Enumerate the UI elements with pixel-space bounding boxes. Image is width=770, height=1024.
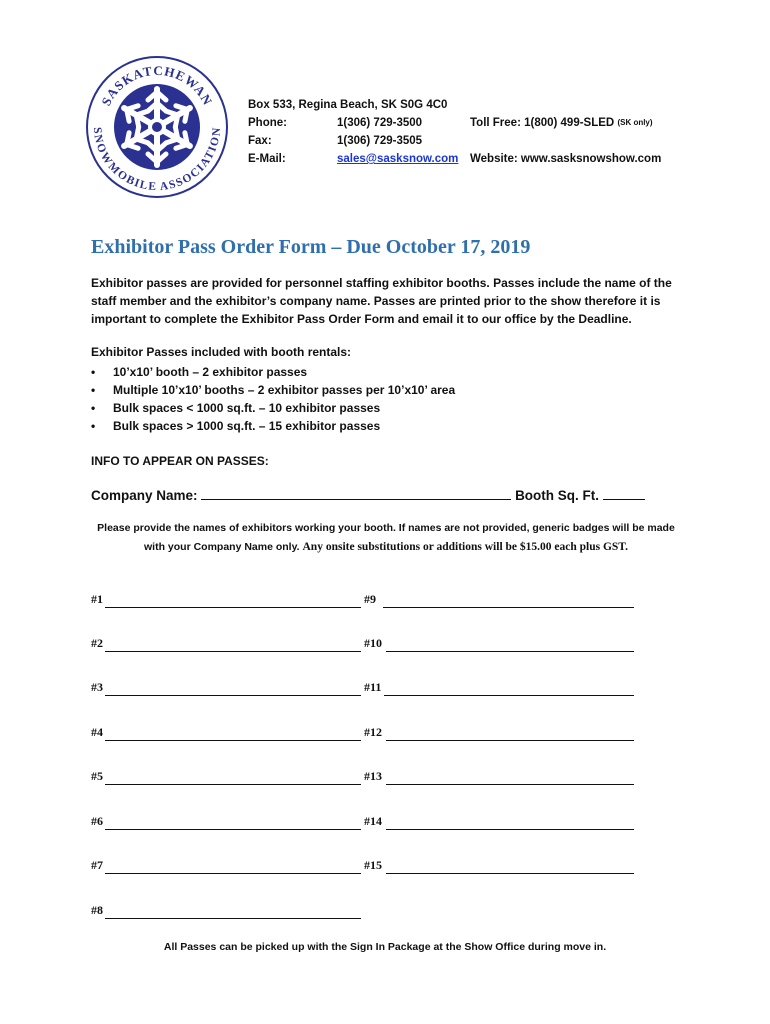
association-logo xyxy=(85,55,229,199)
fax-value: 1(306) 729-3505 xyxy=(337,135,423,147)
company-label: Company Name: xyxy=(91,488,198,503)
pass-field-1[interactable]: #1 xyxy=(91,592,361,608)
info-heading: INFO TO APPEAR ON PASSES: xyxy=(91,454,269,468)
booth-label: Booth Sq. Ft. xyxy=(515,488,600,503)
pass-field-15[interactable]: #15 xyxy=(364,858,634,874)
pass-field-9[interactable]: #9 xyxy=(364,592,634,608)
intro-paragraph: Exhibitor passes are provided for personnel staffing exhibitor booths. Passes include the name of the staff member and the exhibitor’s company name. Passes are printed prior to the show therefore it is important to complete the Exhibitor Pass Order Form and email it to our office by the Deadline. xyxy=(91,276,672,326)
pass-field-6[interactable]: #6 xyxy=(91,814,361,830)
svg-text:SNOWMOBILE ASSOCIATION: SNOWMOBILE ASSOCIATION xyxy=(90,126,224,194)
svg-text:SASKATCHEWAN: SASKATCHEWAN xyxy=(98,62,216,109)
list-item: • 10’x10’ booth – 2 exhibitor passes xyxy=(91,365,308,379)
pass-field-5[interactable]: #5 xyxy=(91,769,361,785)
instructions-note xyxy=(91,519,681,557)
included-heading: Exhibitor Passes included with booth rentals: xyxy=(91,345,352,359)
footer-note: All Passes can be picked up with the Sign In Package at the Show Office during move in. xyxy=(163,941,607,953)
note-part2: Any onsite substitutions or additions will be $15.00 each plus GST. xyxy=(302,541,628,553)
pass-field-13[interactable]: #13 xyxy=(364,769,634,785)
tollfree: Toll Free: 1(800) 499-SLED xyxy=(470,117,615,129)
website: Website: www.sasksnowshow.com xyxy=(470,153,662,165)
pass-field-4[interactable]: #4 xyxy=(91,725,361,741)
booth-sqft-field[interactable] xyxy=(603,487,645,500)
company-name-field[interactable] xyxy=(201,487,511,500)
address: Box 533, Regina Beach, SK S0G 4C0 xyxy=(248,99,448,111)
list-item: • Bulk spaces > 1000 sq.ft. – 15 exhibitor passes xyxy=(91,419,381,433)
pass-field-7[interactable]: #7 xyxy=(91,858,361,874)
pass-field-12[interactable]: #12 xyxy=(364,725,634,741)
page-title: Exhibitor Pass Order Form – Due October 17, 2019 xyxy=(91,236,531,258)
phone-label: Phone: xyxy=(248,117,287,129)
fax-label: Fax: xyxy=(248,135,272,147)
pass-field-14[interactable]: #14 xyxy=(364,814,634,830)
list-item: • Multiple 10’x10’ booths – 2 exhibitor passes per 10’x10’ area xyxy=(91,383,456,397)
tollfree-note: (SK only) xyxy=(617,118,653,127)
phone-value: 1(306) 729-3500 xyxy=(337,117,423,129)
pass-field-11[interactable]: #11 xyxy=(364,680,634,696)
company-row xyxy=(91,487,645,503)
email-label: E-Mail: xyxy=(248,153,286,165)
pass-field-2[interactable]: #2 xyxy=(91,636,361,652)
pass-field-8[interactable]: #8 xyxy=(91,903,361,919)
note-part1: Please provide the names of exhibitors working your booth. If names are not provided, generic badges will be made with your Company Name only. xyxy=(97,522,675,553)
pass-field-10[interactable]: #10 xyxy=(364,636,634,652)
contact-info xyxy=(248,96,661,168)
included-list xyxy=(91,363,455,435)
pass-field-3[interactable]: #3 xyxy=(91,680,361,696)
list-item: • Bulk spaces < 1000 sq.ft. – 10 exhibitor passes xyxy=(91,401,381,415)
email-link[interactable]: sales@sasksnow.com xyxy=(337,153,459,165)
